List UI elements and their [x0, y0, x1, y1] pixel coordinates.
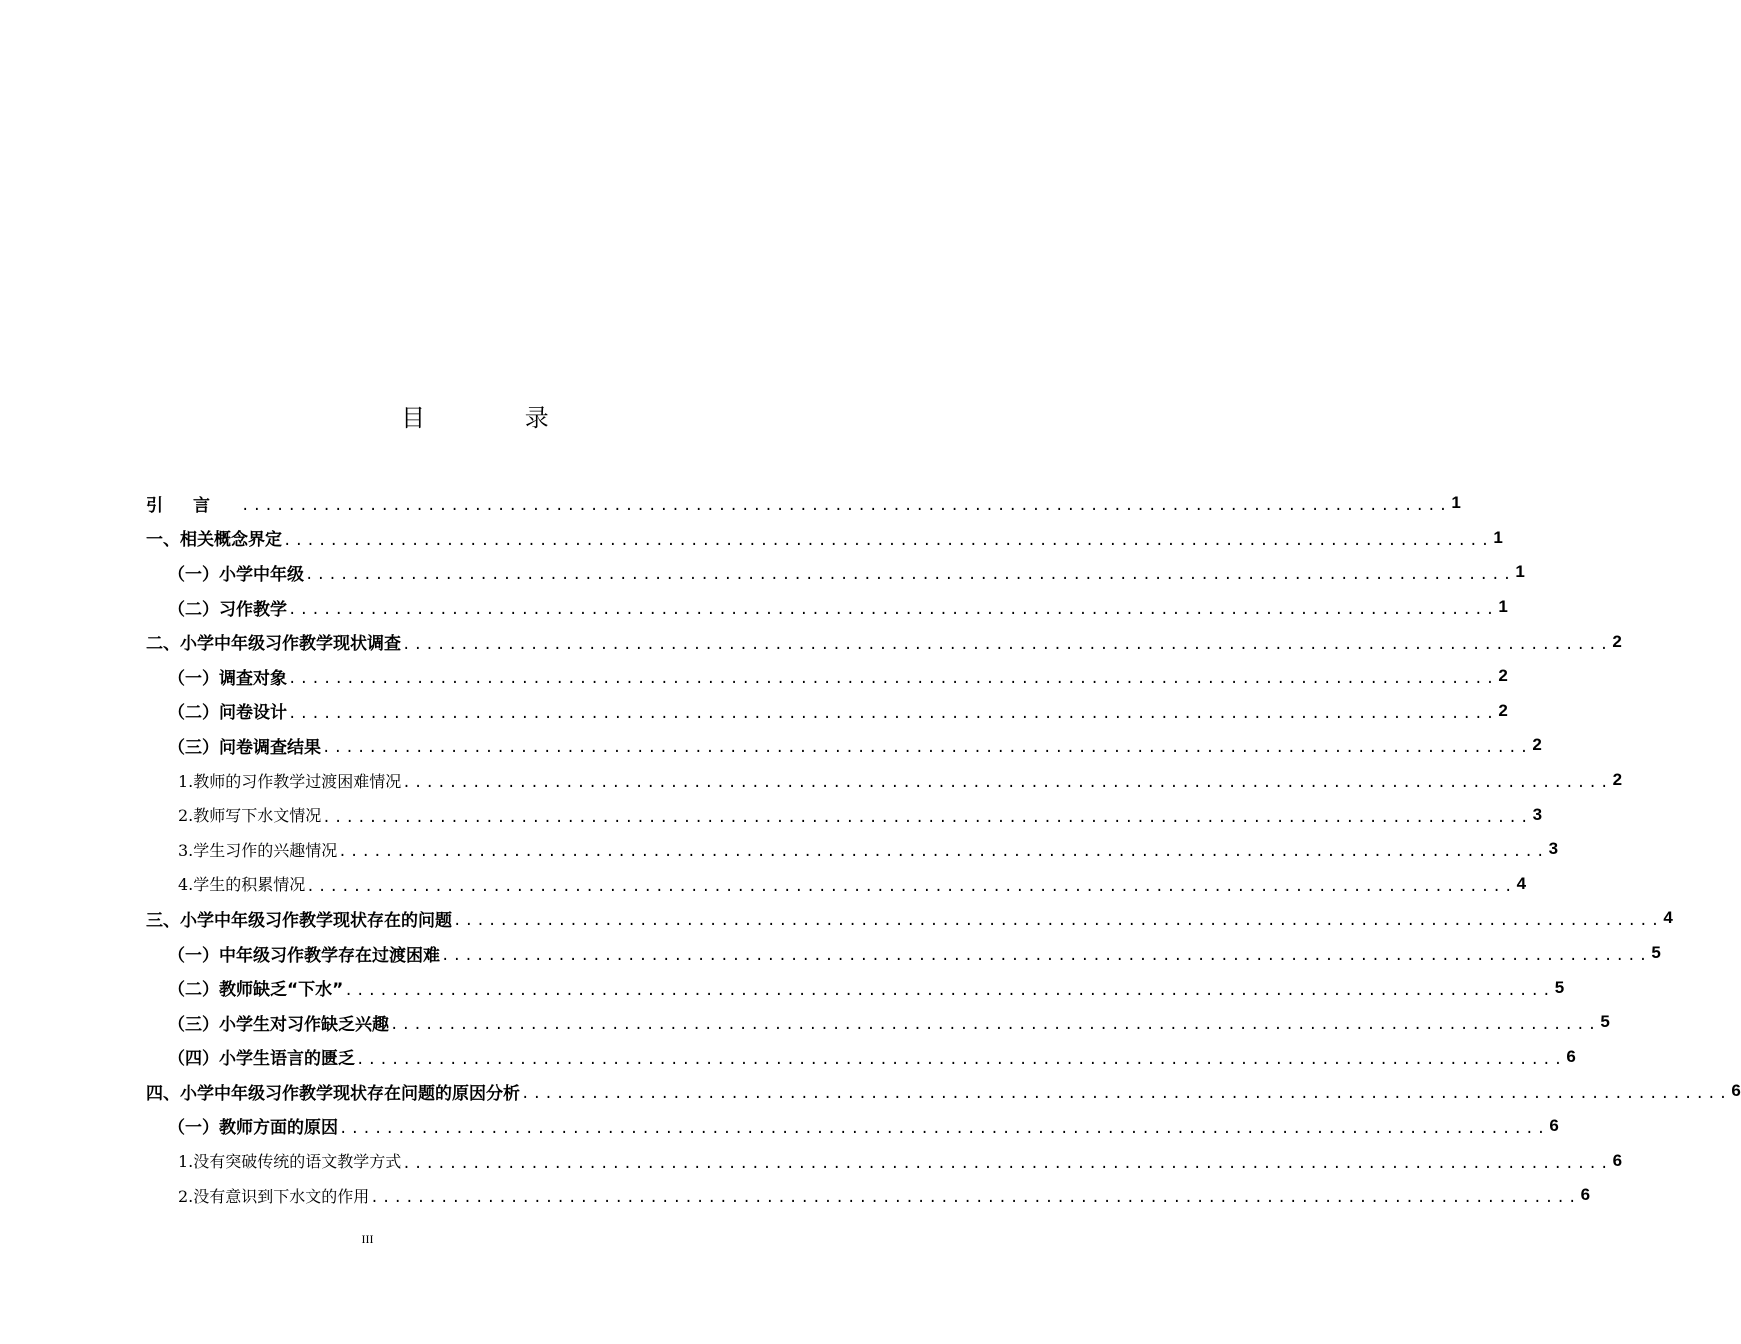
toc-entry-subsection-1-1[interactable] — [146, 555, 1525, 590]
dot-leader: ........................................................................................................ — [322, 809, 1532, 826]
toc-entry-label: （一）调查对象 — [168, 668, 287, 689]
toc-entry-label: （二）问卷设计 — [168, 703, 287, 724]
toc-entry-label: （三）小学生对习作缺乏兴趣 — [168, 1014, 389, 1035]
dot-leader: ........................................................................................................ — [283, 532, 1493, 549]
toc-entry-label: 引言 — [146, 495, 240, 516]
dot-leader: ........................................................................................................ — [390, 1017, 1600, 1034]
toc-entry-subsection-1-2[interactable] — [146, 590, 1508, 625]
dot-leader: ........................................................................................................ — [521, 1086, 1731, 1103]
toc-entry-label: 3.学生习作的兴趣情况 — [178, 840, 338, 860]
toc-entry-section-1[interactable] — [146, 521, 1503, 556]
toc-title: 目 录 — [401, 404, 595, 432]
toc-entry-subsection-3-1[interactable] — [146, 936, 1661, 971]
toc-entry-label: 一、相关概念界定 — [146, 530, 282, 551]
toc-entry-page: 2 — [1612, 631, 1622, 651]
toc-entry-label: 2.没有意识到下水文的作用 — [178, 1186, 370, 1206]
toc-entry-subsection-3-4[interactable] — [146, 1040, 1576, 1075]
toc-entry-subsection-3-2[interactable] — [146, 970, 1565, 1005]
dot-leader: ........................................................................................................ — [322, 740, 1532, 757]
toc-entry-item-4-1-2[interactable] — [146, 1178, 1591, 1213]
toc-entry-label: 1.没有突破传统的语文教学方式 — [178, 1152, 402, 1172]
toc-entry-page: 1 — [1451, 493, 1461, 513]
toc-entry-page: 5 — [1600, 1012, 1610, 1032]
toc-entry-page: 3 — [1532, 804, 1543, 824]
dot-leader: ........................................................................................................ — [306, 878, 1516, 895]
toc-entry-section-4[interactable] — [146, 1074, 1741, 1109]
toc-entry-page: 4 — [1516, 873, 1527, 893]
toc-entry-page: 6 — [1612, 1150, 1623, 1170]
toc-entry-label: （四）小学生语言的匮乏 — [168, 1049, 355, 1070]
dot-leader: ........................................................................................................ — [370, 1190, 1580, 1207]
toc-entry-subsection-4-1[interactable] — [146, 1109, 1559, 1144]
toc-entry-label: （二）习作教学 — [168, 599, 287, 620]
dot-leader: ........................................................................................................ — [402, 775, 1612, 792]
dot-leader: ........................................................................................................ — [288, 671, 1498, 688]
dot-leader: ........................................................................................................ — [288, 705, 1498, 722]
toc-entry-page: 1 — [1515, 562, 1525, 582]
toc-entry-label: （一）教师方面的原因 — [168, 1118, 338, 1139]
toc-entry-page: 4 — [1663, 908, 1673, 928]
dot-leader: ........................................................................................................ — [441, 948, 1651, 965]
toc-entry-preface[interactable] — [146, 486, 1461, 521]
toc-entry-subsection-2-2[interactable] — [146, 694, 1508, 729]
toc-entry-section-3[interactable] — [146, 901, 1673, 936]
toc-entry-page: 2 — [1498, 666, 1508, 686]
dot-leader: ........................................................................................................ — [339, 1120, 1549, 1137]
dot-leader: ........................................................................................................ — [288, 602, 1498, 619]
toc-entry-subsection-3-3[interactable] — [146, 1005, 1610, 1040]
toc-entry-page: 6 — [1580, 1185, 1591, 1205]
toc-entry-page: 5 — [1651, 943, 1661, 963]
table-of-contents — [146, 486, 1741, 1212]
dot-leader: ........................................................................................................ — [344, 982, 1554, 999]
toc-entry-label: 三、小学中年级习作教学现状存在的问题 — [146, 910, 452, 931]
toc-entry-page: 1 — [1498, 597, 1508, 617]
toc-entry-page: 6 — [1566, 1046, 1576, 1066]
toc-entry-item-2-3-3[interactable] — [146, 832, 1559, 867]
dot-leader: ........................................................................................................ — [402, 1155, 1612, 1172]
dot-leader: ........................................................................................................ — [241, 498, 1451, 515]
dot-leader: ........................................................................................................ — [338, 844, 1548, 861]
toc-entry-label: 二、小学中年级习作教学现状调查 — [146, 634, 401, 655]
toc-entry-label: 2.教师写下水文情况 — [178, 806, 322, 826]
dot-leader: ........................................................................................................ — [453, 913, 1663, 930]
toc-entry-label: 4.学生的积累情况 — [178, 875, 306, 895]
toc-entry-page: 6 — [1549, 1115, 1559, 1135]
toc-entry-item-4-1-1[interactable] — [146, 1143, 1623, 1178]
dot-leader: ........................................................................................................ — [402, 636, 1612, 653]
toc-entry-item-2-3-4[interactable] — [146, 867, 1527, 902]
toc-entry-label: （二）教师缺乏“下水” — [168, 980, 344, 1001]
toc-entry-subsection-2-3[interactable] — [146, 728, 1542, 763]
toc-entry-label: 1.教师的习作教学过渡困难情况 — [178, 771, 402, 791]
toc-entry-page: 2 — [1498, 700, 1508, 720]
toc-entry-page: 1 — [1493, 527, 1503, 547]
toc-entry-label: 四、小学中年级习作教学现状存在问题的原因分析 — [146, 1083, 520, 1104]
toc-entry-label: （一）中年级习作教学存在过渡困难 — [168, 945, 440, 966]
toc-entry-page: 5 — [1554, 977, 1565, 997]
toc-entry-page: 2 — [1532, 735, 1542, 755]
dot-leader: ........................................................................................................ — [305, 567, 1515, 584]
page-number-footer: III — [361, 1232, 374, 1246]
toc-entry-label: （一）小学中年级 — [168, 564, 304, 585]
toc-entry-section-2[interactable] — [146, 624, 1622, 659]
toc-entry-label: （三）问卷调查结果 — [168, 737, 321, 758]
toc-entry-page: 3 — [1548, 839, 1559, 859]
dot-leader: ........................................................................................................ — [356, 1051, 1566, 1068]
toc-entry-page: 2 — [1612, 770, 1623, 790]
toc-entry-item-2-3-2[interactable] — [146, 797, 1543, 832]
toc-entry-page: 6 — [1731, 1081, 1741, 1101]
toc-entry-item-2-3-1[interactable] — [146, 763, 1623, 798]
toc-entry-subsection-2-1[interactable] — [146, 659, 1508, 694]
